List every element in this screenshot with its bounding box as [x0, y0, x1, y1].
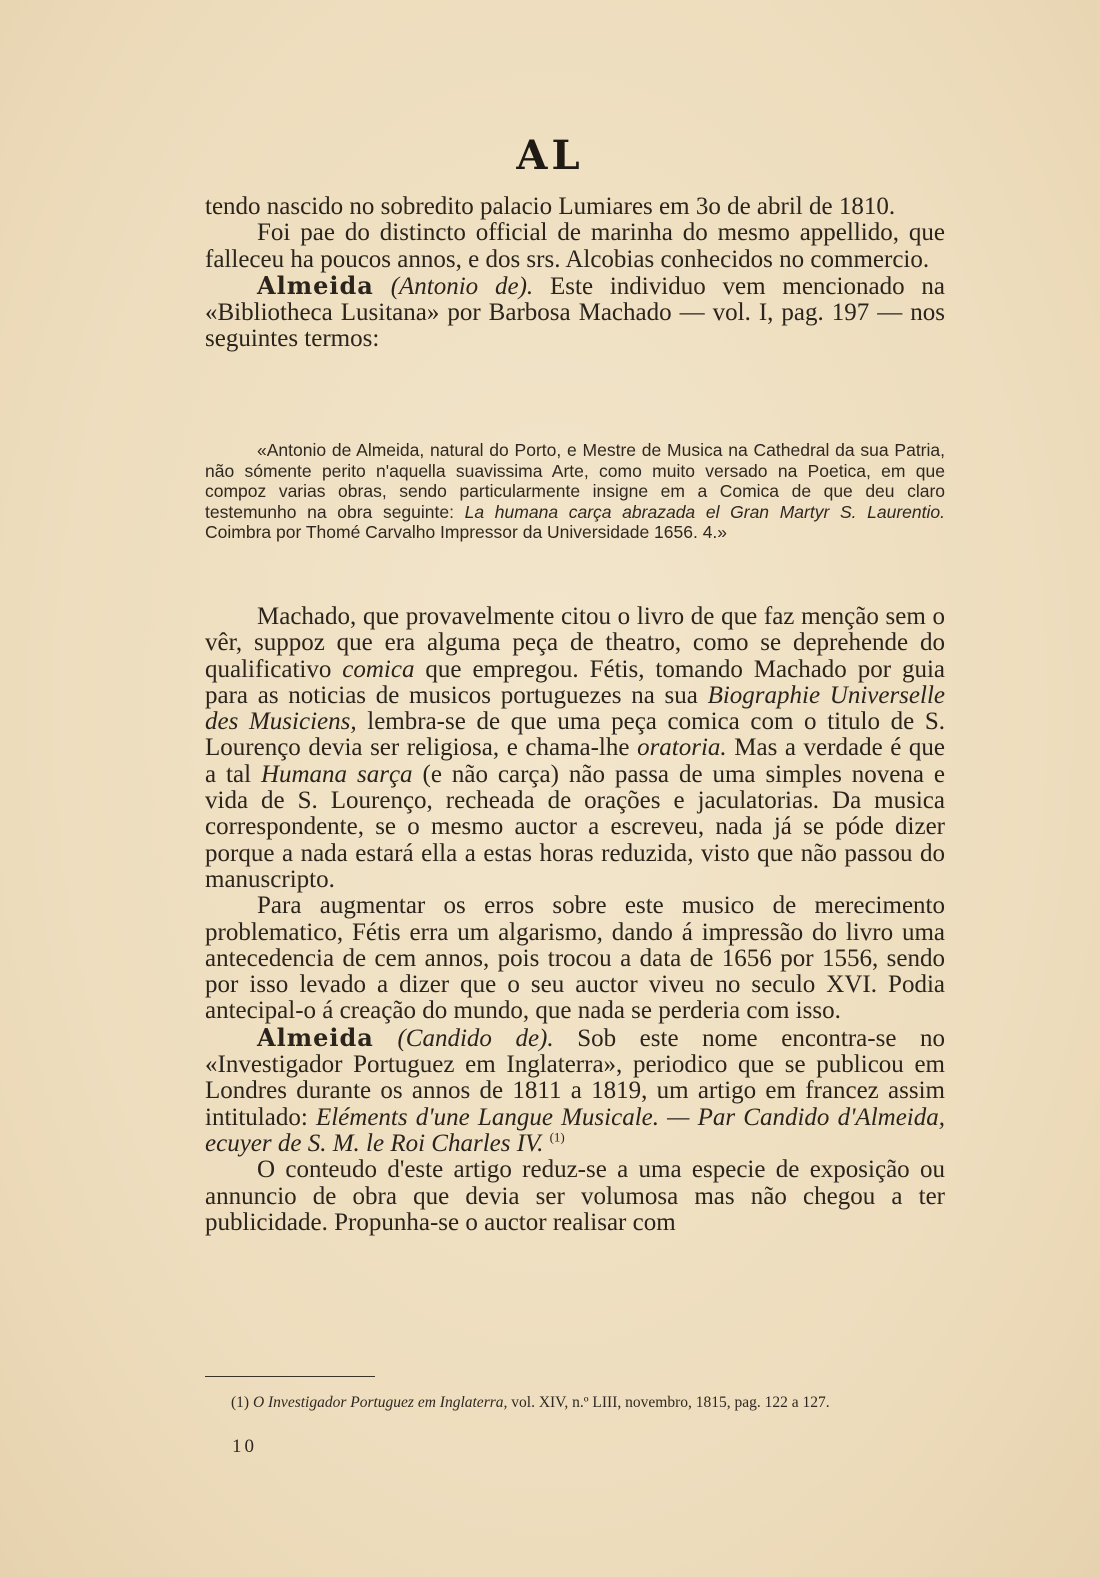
running-head: AL [516, 132, 584, 179]
entry-heading: Almeida [257, 270, 374, 300]
body-section-main [205, 604, 945, 1236]
quote-paragraph [205, 440, 945, 543]
paragraph: Foi pae do distincto official de marinha do mesmo appellido, que falleceu ha poucos annos, e dos srs. Alcobias conhecidos no commercio. [205, 219, 945, 273]
quote-text: «Antonio de Almeida, natural do Porto, e Mestre de Musica na Cathedral da sua Patria, não sómente perito n'aquella suavissima Arte, como muito versado na Poetica, em que compoz varias obras, sendo particularmente insigne em a Comica de que deu claro testemunho na obra seguinte: [205, 440, 945, 522]
entry-subject: (Candido de). [397, 1024, 554, 1052]
paragraph: Para augmentar os erros sobre este musico de merecimento problematico, Fétis erra um algarismo, dando á impressão do livro uma antecedencia de cem annos, pois trocou a data de 1656 por 1556, sendo por isso levado a dizer que o seu auctor viveu no seculo XVI. Podia antecipal-o á creação do mundo, que nada se perderia com isso. [205, 892, 945, 1025]
paragraph: tendo nascido no sobredito palacio Lumiares em 3o de abril de 1810. [205, 193, 896, 220]
italic-title: Humana sarça [260, 760, 413, 788]
entry-paragraph [205, 1022, 946, 1157]
footnote [205, 1392, 945, 1413]
text-run: (e não carça) não passa de uma simples novena e vida de S. Lourenço, recheada de orações e jaculatorias. Da musica correspondente, se o mesmo auctor a escreveu, nada já se póde dizer porque a nada estará ella a estas horas reduzida, visto que não passou do manuscripto. [205, 760, 946, 893]
footnote-paragraph [205, 1392, 945, 1413]
entry-heading: Almeida [257, 1022, 374, 1052]
footnote-marker: (1) [231, 1394, 250, 1411]
paragraph [205, 604, 945, 893]
entry-text: Sob este nome encontra-se no «Investigador Portuguez em Inglaterra», periodico que se publicou em Londres durante os annos de 1811 a 1819, um artigo em francez assim intitulado: [205, 1024, 946, 1131]
quote-title: La humana carça abrazada el Gran Martyr S. Laurentio. [464, 501, 945, 522]
text-run: que empregou. Fétis, tomando Machado por guia para as noticias de musicos portuguezes na sua [205, 655, 946, 709]
text-run: Mas a verdade é que a tal [205, 734, 946, 788]
page-number: 10 [232, 1436, 257, 1457]
footnote-reference: (1) [549, 1129, 565, 1145]
italic-title: Biographie Universelle des Musiciens, [205, 681, 945, 736]
text-run: Machado, que provavelmente citou o livro de que faz menção sem o vêr, suppoz que era alguma peça de theatro, como se deprehende do qualificativo [205, 603, 945, 683]
footnote-divider [205, 1376, 375, 1377]
paragraph: O conteudo d'este artigo reduz-se a uma especie de exposição ou annuncio de obra que devia ser volumosa mas não chegou a ter publicidade. Propunha-se o auctor realisar com [205, 1156, 945, 1236]
article-title: Eléments d'une Langue Musicale. — Par Candido d'Almeida, ecuyer de S. M. le Roi Charles IV. [205, 1103, 945, 1157]
entry-text: Este individuo vem mencionado na «Bibliotheca Lusitana» por Barbosa Machado — vol. I, pag. 197 — nos seguintes termos: [205, 272, 945, 353]
block-quote [205, 440, 945, 543]
quote-text: Coimbra por Thomé Carvalho Impressor da Universidade 1656. 4.» [205, 522, 728, 543]
body-section-top [205, 194, 945, 353]
italic-term: oratoria. [637, 734, 727, 762]
entry-subject: (Antonio de). [390, 272, 534, 300]
text-run: lembra-se de que uma peça comica com o titulo de S. Lourenço devia ser religiosa, e chama-lhe [205, 708, 946, 762]
footnote-title: O Investigador Portuguez em Inglaterra, [252, 1394, 508, 1411]
entry-paragraph [205, 270, 945, 353]
italic-term: comica [342, 655, 415, 683]
footnote-text: vol. XIV, n.º LIII, novembro, 1815, pag. 122 a 127. [511, 1394, 830, 1411]
